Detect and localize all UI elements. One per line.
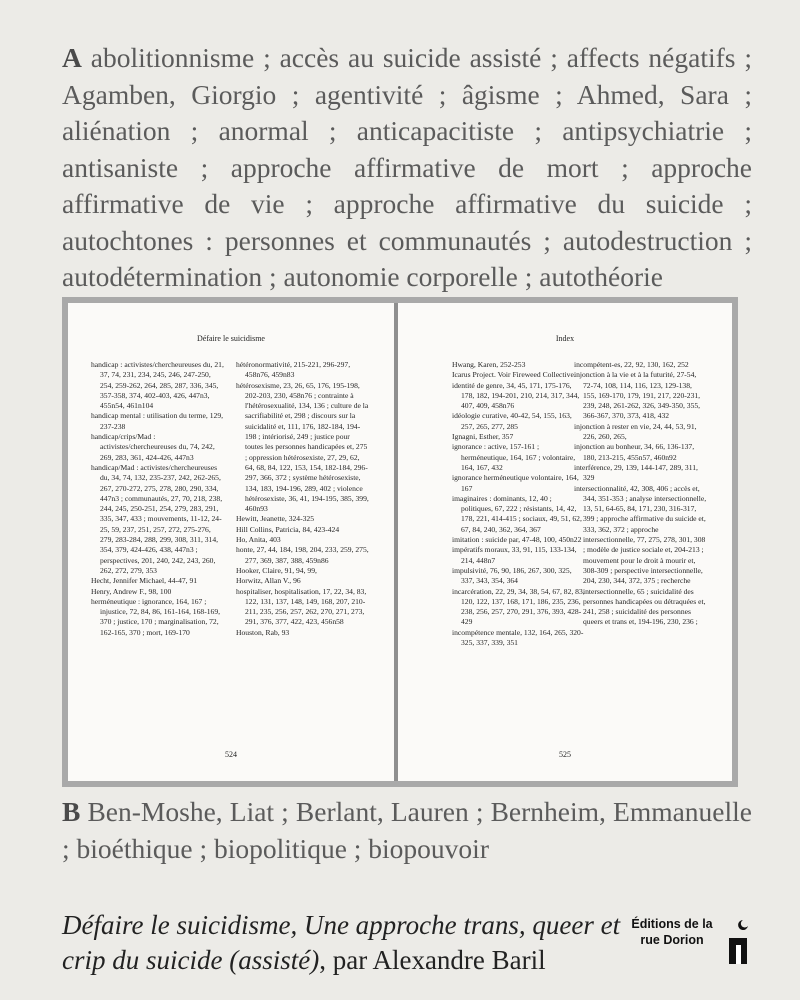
index-entry: ignorance herméneutique volontaire, 164, 167 [452,473,579,493]
house-doorway-moon-icon [726,918,750,966]
index-entry: injonction à rester en vie, 24, 44, 53, 91, 226, 260, 265, [574,421,697,442]
index-entry: hétéronormativité, 215-221, 296-297, 458n76, 459n83 [236,360,351,380]
left-page-column-2 [236,360,369,638]
right-page-number: 525 [559,750,571,759]
index-entry: incompétent-es, 22, 92, 130, 162, 252 [574,360,689,369]
index-entry: incarcération, 22, 29, 34, 38, 54, 67, 82, 83, 120, 122, 137, 168, 171, 186, 235, 236, 238, 256, 257, 270, 291, 376, 393, 428-429 [452,586,585,627]
book-title: Défaire le suicidisme, Une approche trans, queer et crip du suicide (assisté) [62,910,621,975]
index-entry: Ho, Anita, 403 [236,535,281,545]
index-letter-a-terms: abolitionnisme ; accès au suicide assisté ; affects négatifs ; Agamben, Giorgio ; agentivité ; âgisme ; Ahmed, Sara ; aliénation ; anormal ; anticapacitiste ; antipsychiatrie ; antisaniste ; approche affirmative de mort ; approche affirmative de vie ; approche affirmative du suicide ; autochtones : personnes et communautés ; autodestruction ; autodétermination ; autonomie corporelle ; autothéorie [62,42,752,292]
index-entry: impératifs moraux, 33, 91, 115, 133-134, 214, 448n7 [452,545,577,565]
index-entry: Henry, Andrew F., 98, 100 [91,586,172,596]
index-entry: Hecht, Jennifer Michael, 44-47, 91 [91,576,198,586]
index-entry: Houston, Rab, 93 [236,627,290,637]
index-letter-a: A [62,42,82,73]
index-entry: intersectionnalité, 42, 308, 406 ; accès et, 344, 351-353 ; analyse intersectionnelle, 13, 51, 64-65, 84, 171, 230, 316-317, 399 ; approche affirmative du suicide et, 333, 362, 372 ; approche intersectionnelle, 77, 275, 278, 301, 308 ; modèle de justice sociale et, 204-213 ; mouvement pour le droit à mourir et, 308-309 ; perspective intersectionnelle, 204, 230, 344, 372, 375 ; recherche intersectionnelle, 65 ; suicidalité des personnes handicapées ou détraquées et, 241, 258 ; suicidalité des personnes queers et trans et, 194-196, 230, 236 ; [574,483,707,627]
index-entry: handicap : activistes/chercheureuses du, 21, 37, 74, 231, 234, 245, 246, 247-250, 254, 259-262, 264, 285, 287, 336, 345, 357-358, 374, 402-403, 426, 447n3, 455n54, 461n104 [91,360,224,411]
index-entry: Icarus Project. Voir Fireweed Collective. [452,370,576,380]
book-author: , par Alexandre Baril [319,945,546,975]
right-running-head: Index [555,334,575,343]
left-page [68,303,394,781]
index-entry: Hewitt, Jeanette, 324-325 [236,514,315,524]
publisher-logo-block [626,916,756,976]
right-page [398,303,732,781]
book-caption [62,908,622,978]
index-entry: Hwang, Karen, 252-253 [452,360,526,369]
index-entry: Horwitz, Allan V., 96 [236,576,301,586]
index-entry: identité de genre, 34, 45, 171, 175-176, 178, 182, 194-201, 210, 214, 317, 344, 407, 409, 458n76 [452,380,580,411]
index-entry: handicap/Mad : activistes/chercheureuses du, 34, 74, 132, 235-237, 242, 262-265, 267, 270-272, 275, 278, 280, 290, 334, 447n3 ; communautés, 27, 70, 218, 238, 244, 245, 250-251, 254, 279, 283, 291, 335, 347, 433 ; mouvements, 11-12, 24-25, 59, 237, 251, 257, 272, 275-276, 279, 283-284, 288, 299, 308, 311, 314, 354, 379, 424-426, 438, 447n3 ; perspectives, 201, 240, 242, 243, 260, 262, 272, 279, 353 [91,462,223,575]
index-letter-b: B [62,796,81,827]
index-entry: ignorance : active, 157-161 ; herméneutique, 164, 167 ; volontaire, 164, 167, 432 [452,442,576,472]
index-entry: honte, 27, 44, 184, 198, 204, 233, 259, 275, 277, 369, 387, 388, 459n86 [236,545,369,565]
index-entry: idéologie curative, 40-42, 54, 155, 163, 257, 265, 277, 285 [452,411,572,431]
index-letter-b-block [62,794,752,867]
left-page-number: 524 [225,750,237,759]
index-entry: injonction à la vie et à la futurité, 27-54, 72-74, 108, 114, 116, 123, 129-138, 155, 169-170, 179, 191, 217, 220-231, 239, 248, 261-262, 326, 349-350, 355, 366-367, 370, 373, 418, 432 [574,370,701,421]
book-spread-photo [62,297,738,787]
index-entry: handicap/crips/Mad : activistes/chercheureuses du, 74, 242, 269, 283, 361, 424-426, 447n3 [91,432,215,462]
index-entry: Ignagni, Esther, 357 [452,432,514,442]
index-entry: impulsivité, 76, 90, 186, 267, 300, 325, 337, 343, 354, 364 [452,565,572,586]
left-page-column-1 [91,360,224,638]
index-entry: herméneutique : ignorance, 164, 167 ; injustice, 72, 84, 86, 161-164, 168-169, 370 ; justice, 170 ; marginalisation, 72, 162-165, 370 ; mort, 169-170 [91,596,221,637]
index-entry: Hill Collins, Patricia, 84, 423-424 [236,524,340,534]
index-entry: imitation : suicide par, 47-48, 100, 450n22 [452,535,582,545]
left-running-head: Défaire le suicidisme [197,334,265,343]
index-letter-a-block [62,40,752,296]
index-entry: imaginaires : dominants, 12, 40 ; politiques, 67, 222 ; résistants, 14, 42, 178, 221, 414-415 ; sociaux, 49, 51, 62, 67, 84, 240, 362, 364, 367 [452,493,582,534]
index-letter-b-terms: Ben-Moshe, Liat ; Berlant, Lauren ; Bernheim, Emmanuelle ; bioéthique ; biopolitique ; biopouvoir [62,796,752,864]
index-entry: Hooker, Claire, 91, 94, 99, [236,565,317,575]
index-entry: handicap mental : utilisation du terme, 129, 237-238 [91,411,224,431]
publisher-name: Éditions de la rue Dorion [631,917,713,947]
index-entry: hétérosexisme, 23, 26, 65, 176, 195-198, 202-203, 230, 458n76 ; contrainte à l'hétérosexualité, 134, 136 ; culture de la sacrifiabilité et, 298 ; discours sur la suicidalité et, 111, 176, 182-184, 194-198 ; intériorisé, 249 ; justice pour toutes les personnes handicapées et, 275 ; oppression hétérosexiste, 27, 29, 62, 64, 68, 84, 122, 153, 154, 182-184, 296-297, 366, 372 ; système hétérosexiste, 134, 183, 194-196, 289, 402 ; violence hétérosexiste, 36, 41, 194-195, 385, 399, 460n93 [236,380,369,514]
index-entry: interférence, 29, 139, 144-147, 289, 311, 329 [574,462,698,483]
index-entry: hospitaliser, hospitalisation, 17, 22, 34, 83, 122, 131, 137, 148, 149, 168, 207, 210-211, 235, 256, 257, 262, 270, 271, 273, 291, 376, 377, 422, 423, 456n58 [236,586,367,627]
index-entry: incompétence mentale, 132, 164, 265, 320-325, 337, 339, 351 [452,627,584,648]
index-entry: injonction au bonheur, 34, 66, 136-137, 180, 213-215, 455n57, 460n92 [574,442,695,462]
right-page-column-1 [452,360,585,648]
right-page-column-2 [574,360,707,628]
